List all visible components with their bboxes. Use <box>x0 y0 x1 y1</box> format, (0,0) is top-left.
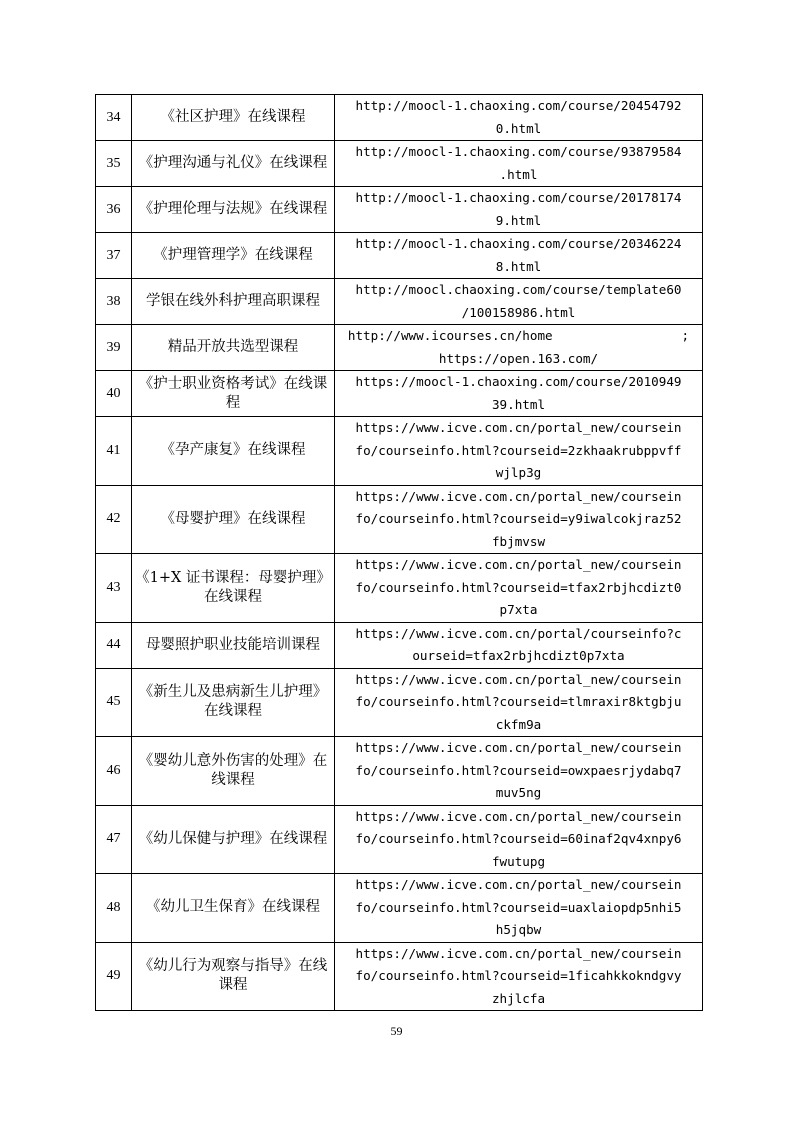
course-name: 《新生儿及患病新生儿护理》在线课程 <box>132 668 335 737</box>
course-url <box>335 371 703 417</box>
course-url-line: http://moocl.chaoxing.com/course/template60 <box>355 282 682 297</box>
course-url-line: p7xta <box>499 602 538 617</box>
row-number: 38 <box>96 279 132 325</box>
course-name: 母婴照护职业技能培训课程 <box>132 622 335 668</box>
course-url-line: fo/courseinfo.html?courseid=y9iwalcokjraz52 <box>355 511 682 526</box>
course-name: 精品开放共选型课程 <box>132 325 335 371</box>
course-url-line: fo/courseinfo.html?courseid=owxpaesrjydabq7 <box>355 762 682 778</box>
course-url-line: 8.html <box>495 258 542 274</box>
course-name: 《护理伦理与法规》在线课程 <box>132 187 335 233</box>
course-url-line: .html <box>499 166 538 182</box>
course-url <box>335 279 703 325</box>
course-name: 《护理管理学》在线课程 <box>132 233 335 279</box>
course-url-line: https://moocl-1.chaoxing.com/course/2010949 <box>355 374 682 389</box>
course-url-line: muv5ng <box>495 785 542 800</box>
course-url <box>335 417 703 486</box>
course-url-line: fo/courseinfo.html?courseid=2zkhaakrubppvff <box>355 442 682 458</box>
table-row <box>96 737 703 806</box>
course-url-line: https://www.icve.com.cn/portal_new/coursein <box>355 945 682 961</box>
table-row <box>96 942 703 1011</box>
course-name: 《婴幼儿意外伤害的处理》在线课程 <box>132 737 335 806</box>
row-number: 41 <box>96 417 132 486</box>
page-number: 59 <box>390 1024 403 1038</box>
course-url-line: h5jqbw <box>495 922 542 937</box>
course-url <box>335 874 703 943</box>
course-url-line: https://www.icve.com.cn/portal/courseinfo?c <box>355 625 682 641</box>
table-row <box>96 371 703 417</box>
course-url-line: https://www.icve.com.cn/portal_new/coursein <box>355 877 682 892</box>
table-row <box>96 554 703 623</box>
course-name: 《母婴护理》在线课程 <box>132 485 335 554</box>
course-url-line: http://www.icourses.cn/home ; <box>347 328 690 343</box>
row-number: 48 <box>96 874 132 943</box>
row-number: 49 <box>96 942 132 1011</box>
row-number: 45 <box>96 668 132 737</box>
course-url-line: http://moocl-1.chaoxing.com/course/20346224 <box>355 236 682 251</box>
course-url <box>335 187 703 233</box>
course-url <box>335 737 703 806</box>
course-url-line: https://www.icve.com.cn/portal_new/coursein <box>355 488 682 504</box>
course-url-line: fo/courseinfo.html?courseid=60inaf2qv4xnpy6 <box>355 831 682 846</box>
row-number: 40 <box>96 371 132 417</box>
table-row <box>96 187 703 233</box>
course-url-line: fo/courseinfo.html?courseid=1ficahkkokndgvy <box>355 968 682 983</box>
course-url-line: zhjlcfa <box>491 990 546 1006</box>
course-resource-table <box>95 94 703 1011</box>
row-number: 47 <box>96 805 132 874</box>
table-row <box>96 668 703 737</box>
course-url <box>335 942 703 1011</box>
course-url <box>335 233 703 279</box>
row-number: 37 <box>96 233 132 279</box>
course-url-line: http://moocl-1.chaoxing.com/course/20178174 <box>355 190 682 205</box>
row-number: 46 <box>96 737 132 806</box>
course-url-line: fo/courseinfo.html?courseid=tfax2rbjhcdizt0 <box>355 579 682 595</box>
course-url-line: 9.html <box>495 212 542 228</box>
course-url-line: wjlp3g <box>495 465 542 480</box>
course-url-line: fwutupg <box>491 853 546 869</box>
course-name: 《幼儿保健与护理》在线课程 <box>132 805 335 874</box>
table-row <box>96 417 703 486</box>
course-url-line: https://open.163.com/ <box>438 350 599 366</box>
table-row <box>96 279 703 325</box>
row-number: 43 <box>96 554 132 623</box>
course-url-line: 0.html <box>495 120 542 136</box>
course-url <box>335 485 703 554</box>
course-url-line: https://www.icve.com.cn/portal_new/coursein <box>355 740 682 755</box>
course-name: 学银在线外科护理高职课程 <box>132 279 335 325</box>
table-body <box>96 95 703 1011</box>
course-url-line: 39.html <box>491 396 546 412</box>
course-url-line: https://www.icve.com.cn/portal_new/coursein <box>355 808 682 824</box>
course-url-line: http://moocl-1.chaoxing.com/course/93879584 <box>355 144 682 159</box>
table-row <box>96 325 703 371</box>
course-url-line: https://www.icve.com.cn/portal_new/coursein <box>355 420 682 435</box>
table-row <box>96 805 703 874</box>
course-url <box>335 141 703 187</box>
course-url <box>335 554 703 623</box>
table-row <box>96 141 703 187</box>
table-row <box>96 622 703 668</box>
row-number: 34 <box>96 95 132 141</box>
course-name: 《幼儿卫生保育》在线课程 <box>132 874 335 943</box>
course-url-line: http://moocl-1.chaoxing.com/course/20454792 <box>355 98 682 113</box>
course-name: 《孕产康复》在线课程 <box>132 417 335 486</box>
course-url-line: /100158986.html <box>461 304 576 320</box>
course-name: 《社区护理》在线课程 <box>132 95 335 141</box>
row-number: 42 <box>96 485 132 554</box>
row-number: 39 <box>96 325 132 371</box>
course-url-line: ckfm9a <box>495 716 542 732</box>
row-number: 36 <box>96 187 132 233</box>
course-url-line: ourseid=tfax2rbjhcdizt0p7xta <box>412 648 625 663</box>
table-row <box>96 485 703 554</box>
course-name: 《1+X 证书课程：母婴护理》在线课程 <box>132 554 335 623</box>
course-url-line: fo/courseinfo.html?courseid=tlmraxir8ktgbju <box>355 694 682 709</box>
course-url <box>335 805 703 874</box>
course-url-line: https://www.icve.com.cn/portal_new/coursein <box>355 671 682 687</box>
row-number: 44 <box>96 622 132 668</box>
course-url <box>335 668 703 737</box>
row-number: 35 <box>96 141 132 187</box>
course-url-line: https://www.icve.com.cn/portal_new/coursein <box>355 557 682 572</box>
table-row <box>96 874 703 943</box>
course-url <box>335 95 703 141</box>
course-name: 《护士职业资格考试》在线课程 <box>132 371 335 417</box>
table-row <box>96 95 703 141</box>
course-url <box>335 622 703 668</box>
table-row <box>96 233 703 279</box>
course-url-line: fo/courseinfo.html?courseid=uaxlaiopdp5nhi5 <box>355 899 682 915</box>
course-url <box>335 325 703 371</box>
course-name: 《幼儿行为观察与指导》在线课程 <box>132 942 335 1011</box>
course-url-line: fbjmvsw <box>491 533 546 549</box>
course-name: 《护理沟通与礼仪》在线课程 <box>132 141 335 187</box>
